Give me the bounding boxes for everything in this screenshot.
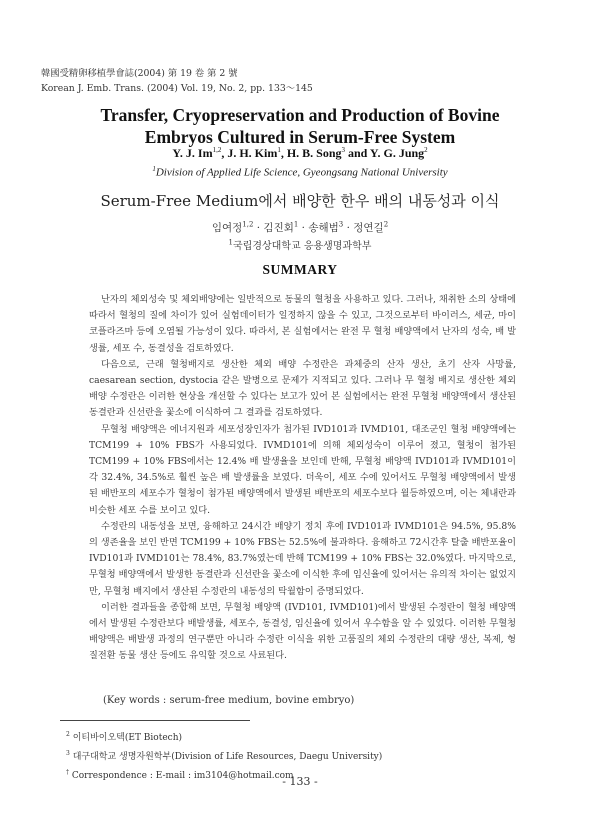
abstract-body [89,292,516,665]
kr-author-3: 송해범 [308,222,339,234]
author-3: H. B. Song [286,146,342,160]
kr-author-sep: · [343,222,354,234]
footnote-3-text: Correspondence : E-mail : im3104@hotmail.com [71,771,294,781]
kr-author-2: 김진회 [263,222,294,234]
kr-author-1: 임여정 [211,222,243,234]
affiliation-english-sup: 1 [152,165,156,173]
title-line-1: Transfer, Cryopreservation and Production of Bovine [100,105,500,125]
footnote-1-mark: 2 [66,731,70,738]
affiliation-korean-text: 국립경상대학교 응용생명과학부 [233,241,372,252]
paper-title-korean: Serum-Free Medium에서 배양한 한우 배의 내동성과 이식 [100,192,500,210]
abstract-paragraph-3: 무혈청 배양액은 에너지원과 세포성장인자가 첨가된 IVD101과 IVMD101, 대조군인 혈청 배양액에는 TCM199 + 10% FBS가 사용되었다. IVMD101에 의해 체외성숙이 이루어 졌고, 혈청이 첨가된 TCM199 + 10% FBS에서는 12.4% 배 발생율을 보인데 반해, 무혈청 배양액 IVD101과 IVMD101이 각 32.4%, 34.5%로 훨씬 높은 배 발생률을 보였다. 더욱이, 세포 수에 있어서도 무혈청 배양액에서 발생된 배반포의 세포수가 혈청이 첨가된 배양액에서 발생된 배반포의 세포수보다 월등하였으며, 이는 체내란과 비슷한 세포 수를 보이고 있다. [89,423,516,516]
author-and: and [348,146,368,160]
author-3-sup: 3 [341,146,345,154]
title-line-2: Embryos Cultured in Serum-Free System [144,127,456,147]
keywords: (Key words : serum-free medium, bovine embryo) [103,695,355,706]
affiliation-english-text: Division of Applied Life Science, Gyeongsang National University [155,166,448,179]
abstract-paragraph-2: 다음으로, 근래 혈청배지로 생산한 체외 배양 수정란은 과체중의 산자 생산, 초기 산자 사망률, caesarean section, dystocia 같은 발병으로 문제가 지적되고 있다. 그러나 무 혈청 배지로 생산한 체외 배양 수정란은 이러한 현상을 개선할 수 있다는 보고가 있어 본 실험에서는 완전 무혈청 배양액에서 생산된 동결란과 신선란을 꽃소에 이식하여 그 결과를 검토하였다. [89,358,516,419]
author-1: Y. J. Im [172,146,213,160]
kr-author-3-sup: 3 [338,220,344,229]
abstract-paragraph-4: 수정란의 내동성을 보면, 융해하고 24시간 배양기 정치 후에 IVD101과 IVMD101은 94.5%, 95.8%의 생존율을 보인 반면 TCM199 + 10% FBS는 52.5%에 불과하다. 융해하고 72시간후 탈출 배반포율이 IVD101과 IVMD101는 78.4%, 83.7%였는데 반해 TCM199 + 10% FBS는 32.0%였다. 마지막으로, 무혈청 배양액에서 발생한 동결란과 신선란을 꽃소에 이식한 후에 임신율에 있어서는 유의적 차이는 없었지만, 무혈청 배지에서 생산된 수정란의 내동성의 탁월함이 증명되었다. [89,520,516,597]
footnote-1 [66,727,382,746]
kr-author-1-sup: 1,2 [242,220,254,229]
author-2-sup: 1 [277,146,281,154]
abstract-paragraph-5: 이러한 결과들을 종합해 보면, 무혈청 배양액 (IVD101, IVMD101)에서 발생된 수정란이 혈청 배양액에서 발생된 수정란보다 배발생률, 세포수, 동결성, 임신율에 있어서 우수함을 알 수 있었다. 이러한 무혈청 배양액은 배발생 과정의 연구뿐만 아니라 수정란 이식을 위한 고품질의 체외 수정란의 대량 생산, 복제, 형질전환 동물 생산 등에도 유익할 것으로 사료된다. [89,601,516,662]
journal-header [41,66,313,96]
footnote-2-mark: 3 [66,750,70,757]
page-number: - 133 - [282,775,318,788]
author-4: Y. G. Jung [369,146,425,160]
paper-title-english [0,104,600,148]
affiliation-english [0,165,600,179]
footnote-3-mark: † [66,769,69,776]
footnote-2-text: 대구대학교 생명자원학부(Division of Life Resources, Daegu University) [72,752,383,762]
authors-korean [0,220,600,235]
authors-english: Y. J. Im$^{1,2}$, J. H. Kim$^1$, H. B. Song$^3$ and Y. G. Jung$^2$ [172,146,428,160]
journal-line-english: Korean J. Emb. Trans. (2004) Vol. 19, No. 2, pp. 133～145 [41,83,313,94]
summary-heading: SUMMARY [262,262,338,277]
affiliation-korean [0,237,600,252]
affiliation-korean-sup: 1 [228,238,234,247]
kr-author-sep: · [298,222,309,234]
footnote-2 [66,746,382,765]
kr-author-sep: · [253,222,264,234]
author-4-sup: 2 [424,146,428,154]
abstract-paragraph-1: 난자의 체외성숙 및 체외배양에는 일반적으로 동물의 혈청을 사용하고 있다. 그러나, 채취한 소의 상태에 따라서 혈청의 질에 차이가 있어 실험데이터가 일정하지 않을 수 있고, 그것으로부터 바이러스, 세균, 마이코플라즈마 등에 오염될 가능성이 있다. 따라서, 본 실험에서는 완전 무 혈청 배양액에서 난자의 성숙, 배 발생률, 세포 수, 동결성을 검토하였다. [89,294,516,354]
author-2: J. H. Kim [227,146,278,160]
kr-author-2-sup: 1 [293,220,299,229]
footnote-1-text: 이티바이오텍(ET Biotech) [72,733,183,743]
kr-author-4-sup: 2 [383,220,389,229]
author-1-sup: 1,2 [212,146,222,154]
kr-author-4: 정연길 [353,222,384,234]
journal-line-korean: 韓國受精卵移植學會誌(2004) 第 19 卷 第 2 號 [41,68,238,79]
footnote-divider [60,720,250,721]
